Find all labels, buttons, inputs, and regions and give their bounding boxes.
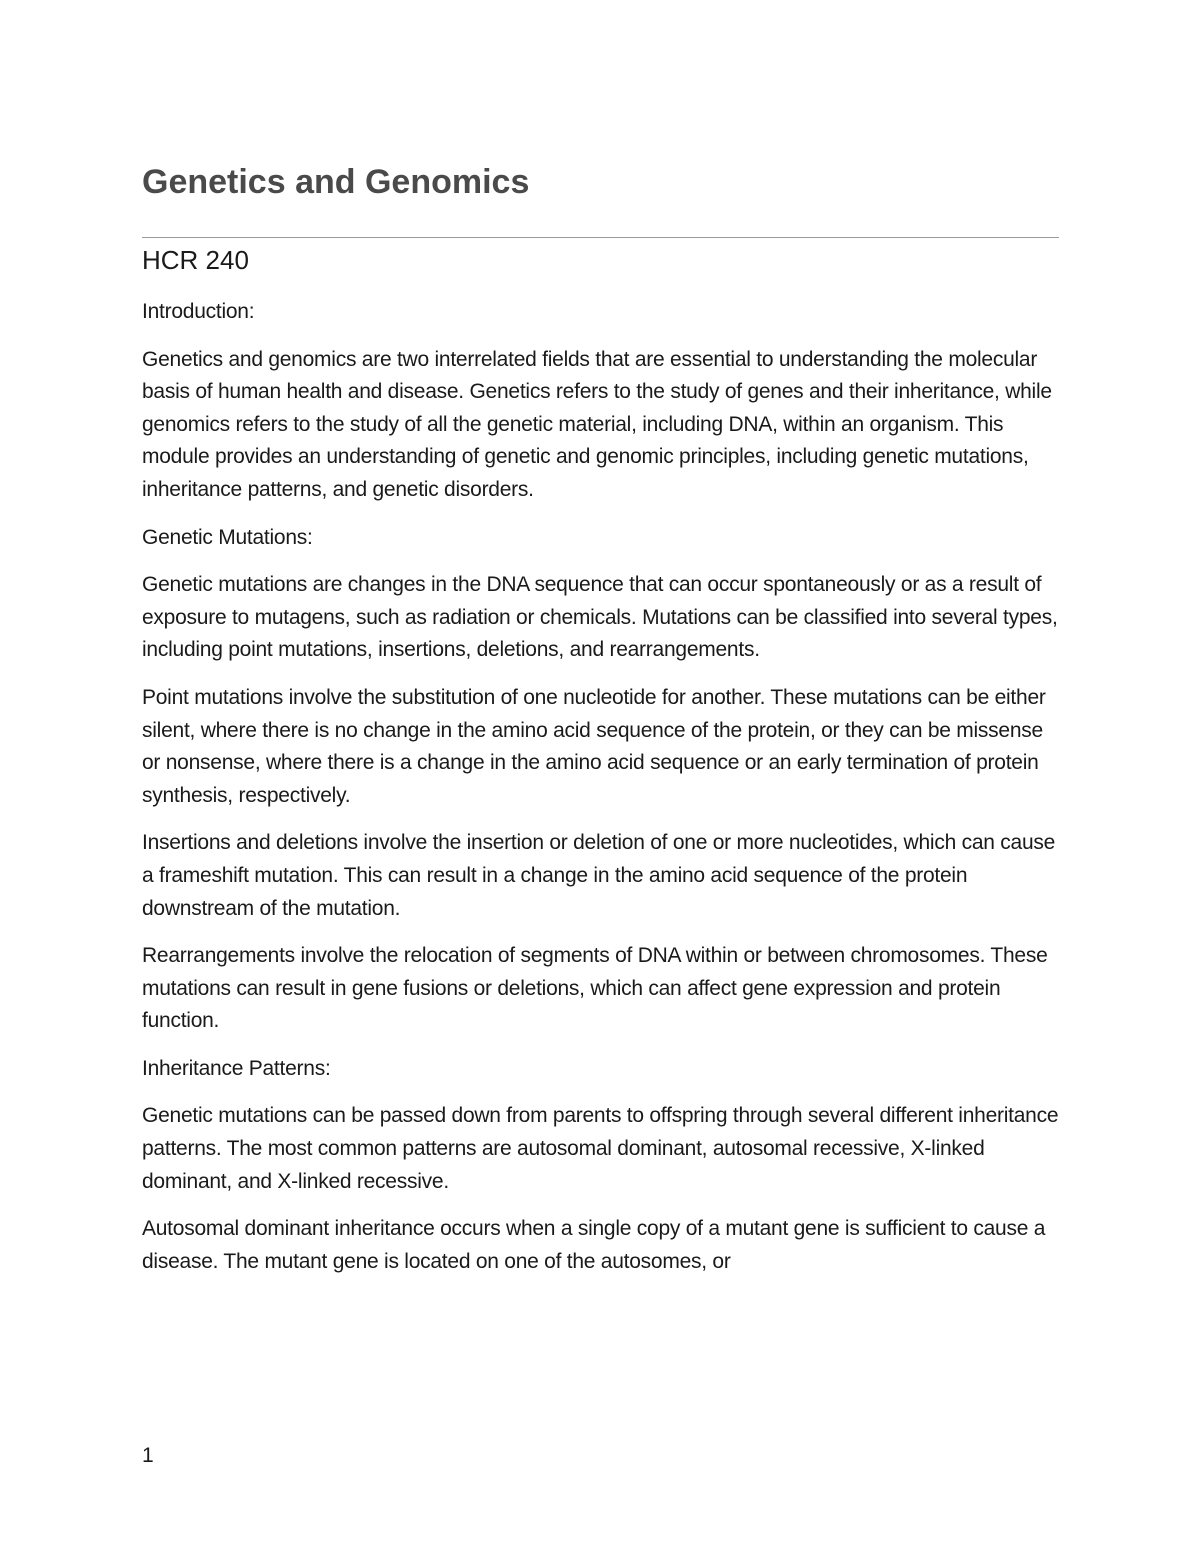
paragraph-autosomal-dominant: Autosomal dominant inheritance occurs when a single copy of a mutant gene is sufficient to cause a disease. The mutant gene is located on one of the autosomes, or	[142, 1217, 1046, 1273]
course-code: HCR 240	[142, 245, 249, 275]
title-divider	[142, 237, 1059, 238]
paragraph-mutations-overview: Genetic mutations are changes in the DNA sequence that can occur spontaneously or as a result of exposure to mutagens, such as radiation or chemicals. Mutations can be classified into several types, including point mutations, insertions, deletions, and rearrangements.	[142, 573, 1058, 662]
paragraph-rearrangements: Rearrangements involve the relocation of segments of DNA within or between chromosomes. These mutations can result in gene fusions or deletions, which can affect gene expression and protein function.	[142, 944, 1048, 1033]
section-heading-genetic-mutations: Genetic Mutations:	[142, 525, 313, 549]
page-number: 1	[142, 1444, 154, 1467]
section-heading-inheritance-patterns: Inheritance Patterns:	[142, 1056, 331, 1080]
document-title: Genetics and Genomics	[142, 163, 530, 201]
paragraph-introduction: Genetics and genomics are two interrelated fields that are essential to understanding the molecular basis of human health and disease. Genetics refers to the study of genes and their inheritance, while genomics refers to the study of all the genetic material, including DNA, within an organism. This module provides an understanding of genetic and genomic principles, including genetic mutations, inheritance patterns, and genetic disorders.	[142, 347, 1052, 501]
document-body	[142, 296, 1062, 1293]
paragraph-point-mutations: Point mutations involve the substitution of one nucleotide for another. These mutations can be either silent, where there is no change in the amino acid sequence of the protein, or they can be missense or nonsense, where there is a change in the amino acid sequence or an early termination of protein synthesis, respectively.	[142, 685, 1046, 807]
section-heading-introduction: Introduction:	[142, 300, 255, 323]
paragraph-insertions-deletions: Insertions and deletions involve the insertion or deletion of one or more nucleotides, which can cause a frameshift mutation. This can result in a change in the amino acid sequence of the protein downstream of the mutation.	[142, 831, 1056, 920]
paragraph-inheritance-overview: Genetic mutations can be passed down from parents to offspring through several different inheritance patterns. The most common patterns are autosomal dominant, autosomal recessive, X-linked dominant, and X-linked recessive.	[142, 1104, 1059, 1193]
